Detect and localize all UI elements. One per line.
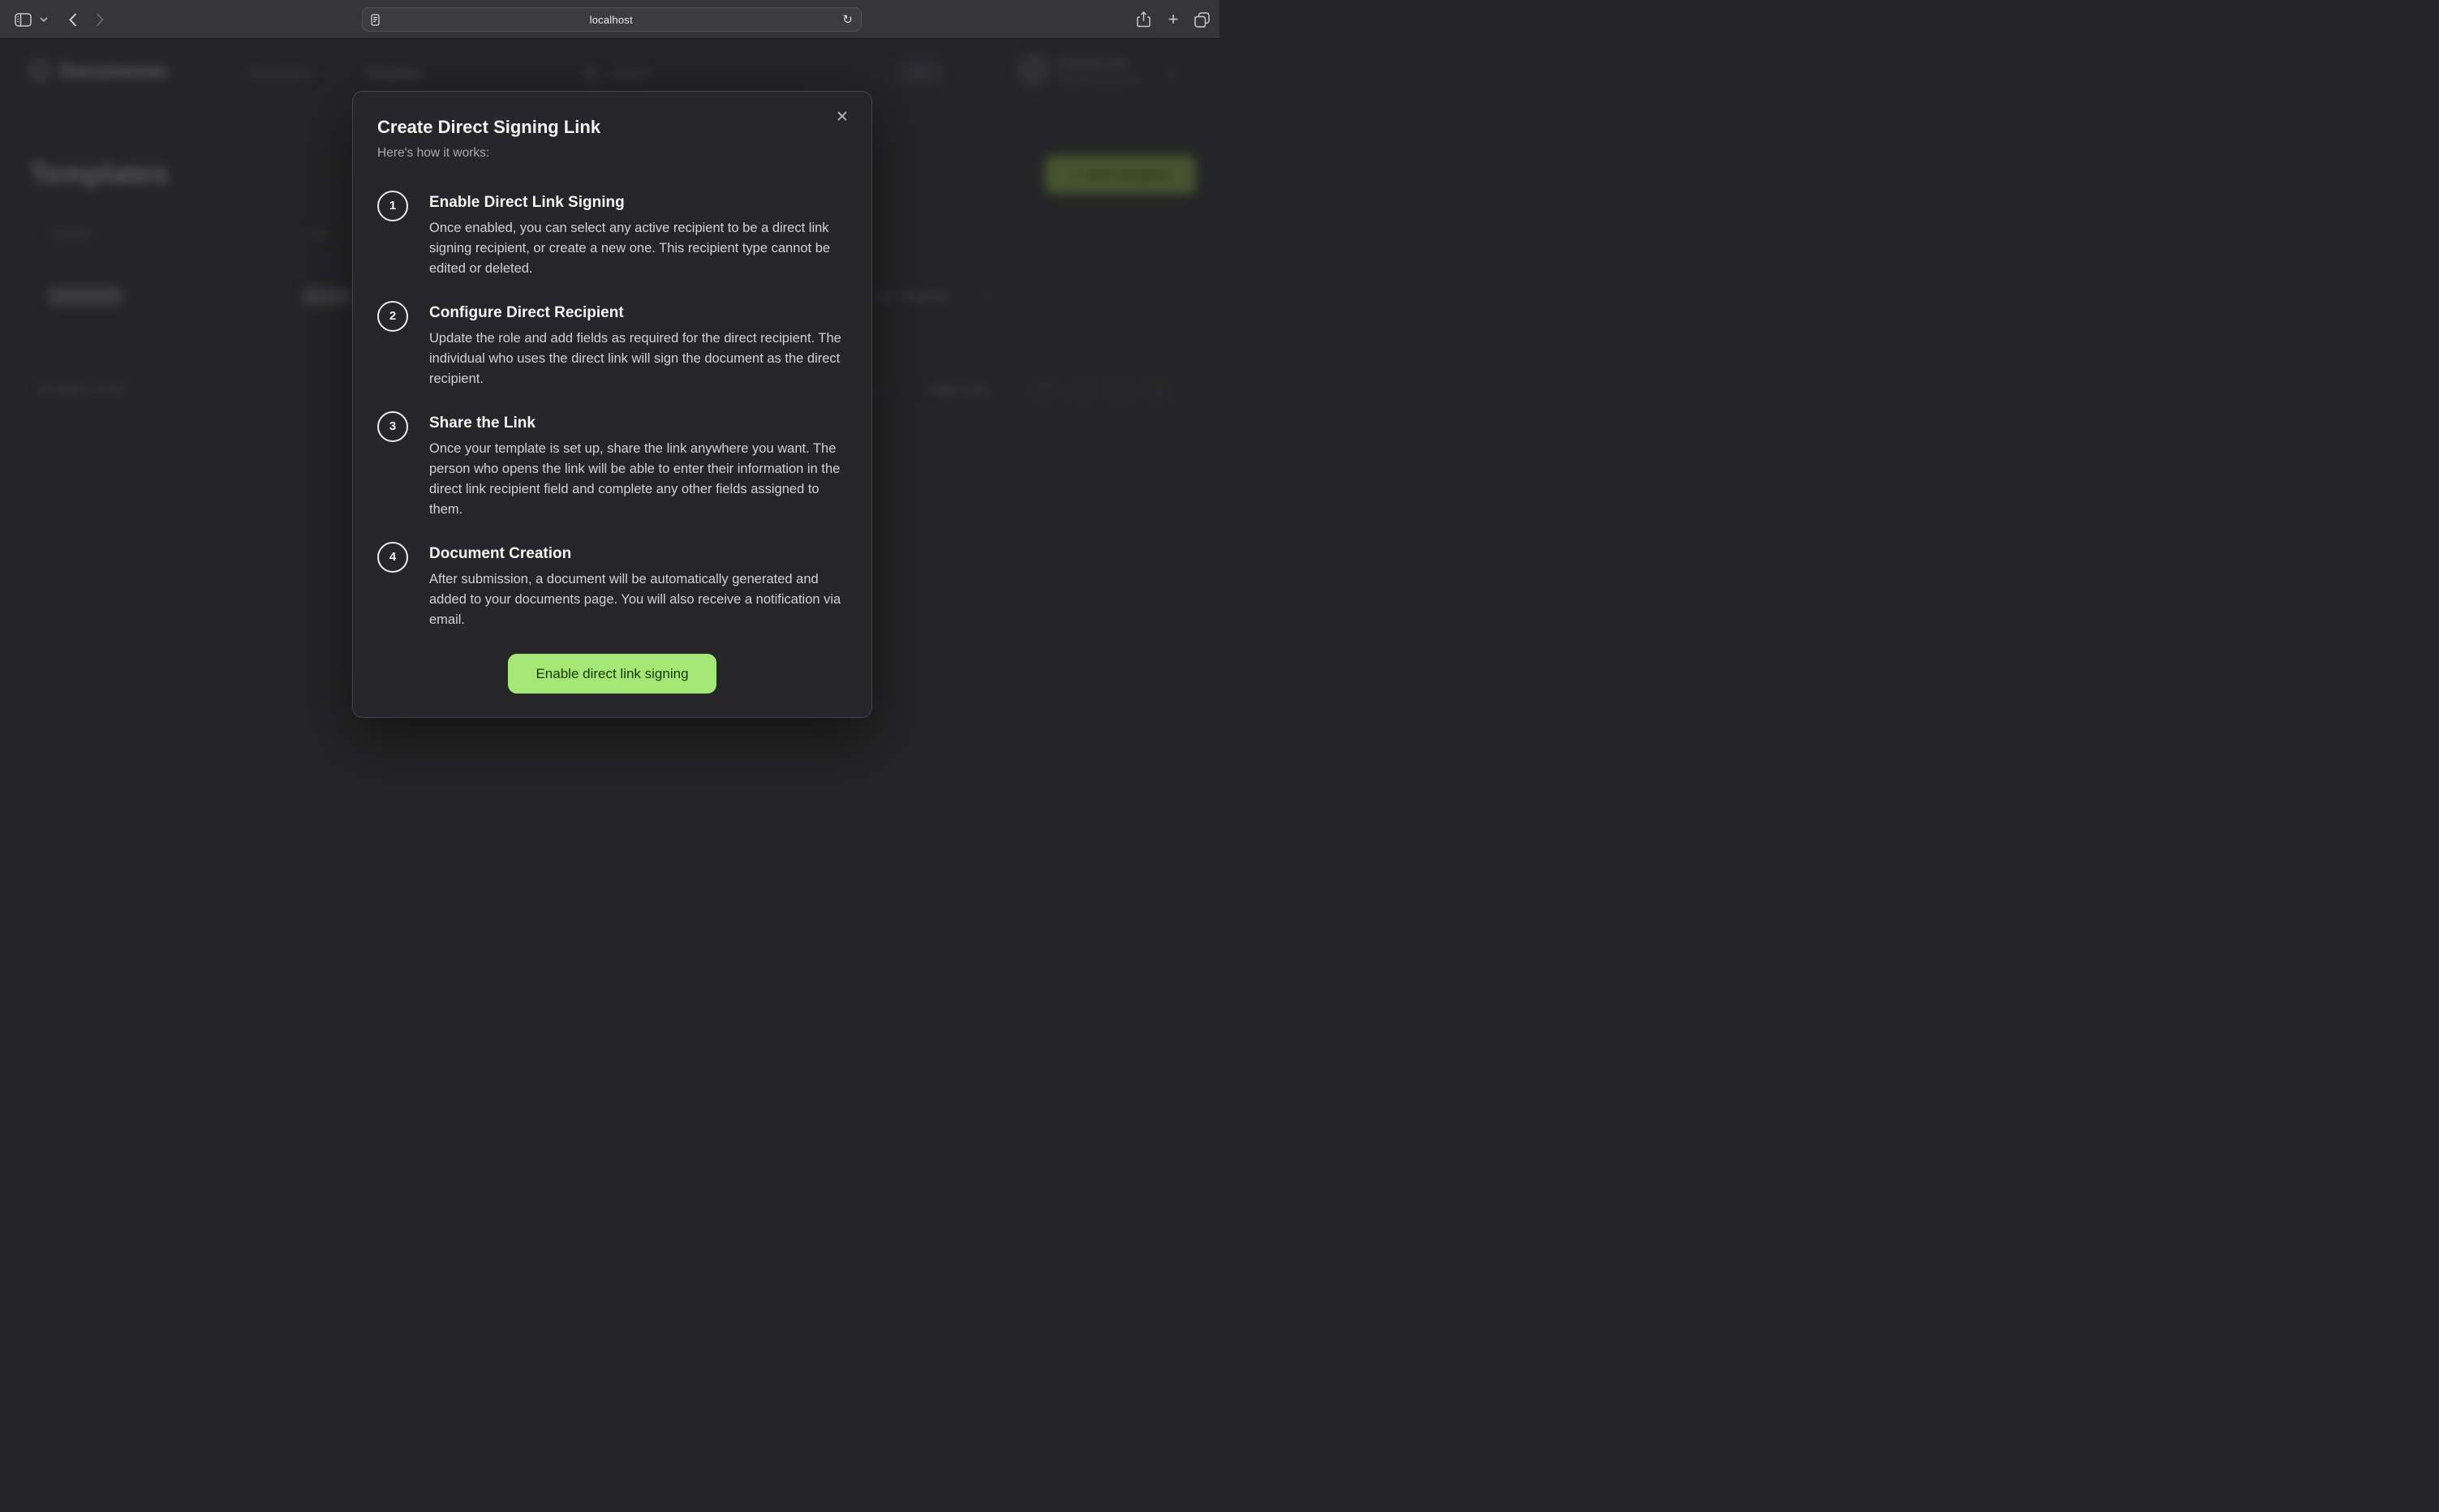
- previous-page-button[interactable]: ‹: [1071, 379, 1093, 401]
- reload-icon[interactable]: ↻: [842, 13, 853, 27]
- step-2-description: Update the role and add fields as required for the direct recipient. The individual who uses the direct link will sign the document as the direct recipient.: [429, 331, 841, 386]
- back-button[interactable]: [65, 0, 81, 39]
- step-4: [377, 542, 847, 630]
- next-page-button[interactable]: ›: [1108, 379, 1130, 401]
- close-icon[interactable]: ✕: [832, 108, 852, 127]
- keyboard-shortcut-pill: ⌘K: [897, 62, 943, 84]
- use-template-button[interactable]: Use Template: [875, 290, 948, 303]
- page-title: Templates: [30, 158, 169, 190]
- table-row-title-cell: [303, 288, 352, 305]
- new-tab-icon[interactable]: +: [1168, 9, 1179, 29]
- step-3-title: Share the Link: [429, 415, 536, 432]
- documenso-logo: [30, 61, 49, 80]
- rows-per-page-chevron-icon[interactable]: [878, 384, 888, 398]
- first-page-button[interactable]: «: [1034, 379, 1056, 401]
- step-2: [377, 301, 847, 389]
- step-4-number-badge: 4: [377, 542, 408, 573]
- step-1-number-badge: 1: [377, 191, 408, 221]
- row-menu-icon[interactable]: ···: [980, 287, 998, 301]
- brand-name: Documenso: [60, 60, 167, 81]
- step-2-number-badge: 2: [377, 301, 408, 332]
- step-3: [377, 411, 847, 520]
- column-header-created[interactable]: Created: [48, 228, 90, 241]
- page-indicator: Page 1 of 1: [928, 384, 989, 397]
- tab-overview-icon[interactable]: [1191, 0, 1212, 39]
- new-template-button[interactable]: + New Template: [1045, 156, 1196, 194]
- column-header-title[interactable]: Title: [308, 229, 330, 242]
- steps-list: [377, 191, 847, 630]
- step-3-number-badge: 3: [377, 411, 408, 442]
- last-page-button[interactable]: »: [1146, 379, 1168, 401]
- sidebar-toggle-icon[interactable]: [12, 0, 33, 39]
- user-menu-chevron-icon[interactable]: [1167, 66, 1176, 80]
- reader-icon[interactable]: [371, 14, 380, 26]
- share-icon[interactable]: [1133, 0, 1154, 39]
- dialog-title: Create Direct Signing Link: [377, 117, 601, 137]
- sidebar-menu-chevron-icon[interactable]: [38, 0, 49, 39]
- user-account: Personal Account: [1057, 72, 1140, 84]
- step-4-description: After submission, a document will be automatically generated and added to your documents page. You will also receive a notification via email.: [429, 572, 841, 627]
- dialog-subtitle: Here's how it works:: [377, 146, 490, 160]
- browser-toolbar: [0, 0, 1220, 39]
- step-4-title: Document Creation: [429, 545, 572, 562]
- step-1-description: Once enabled, you can select any active recipient to be a direct link signing recipient, or create a new one. This recipient type cannot be edited or deleted.: [429, 221, 831, 276]
- search-icon[interactable]: [583, 67, 597, 84]
- enable-direct-link-signing-button[interactable]: Enable direct link signing: [508, 654, 716, 694]
- results-summary: Showing 1 result: [37, 383, 125, 396]
- create-direct-signing-link-dialog: [352, 91, 872, 718]
- url-text[interactable]: localhost: [589, 13, 633, 26]
- step-3-description: Once your template is set up, share the link anywhere you want. The person who opens the link will be able to enter their information in the direct link recipient field and complete any other fields assigned to them.: [429, 441, 841, 517]
- user-name: Example User: [1057, 56, 1129, 69]
- avatar[interactable]: [1018, 54, 1049, 85]
- plus-icon: +: [1072, 166, 1082, 183]
- step-1: [377, 191, 847, 279]
- table-row-created-cell: [48, 287, 123, 305]
- forward-button[interactable]: [92, 0, 108, 39]
- step-1-title: Enable Direct Link Signing: [429, 194, 625, 211]
- step-2-title: Configure Direct Recipient: [429, 304, 624, 321]
- search-label[interactable]: Search: [611, 67, 650, 81]
- address-bar[interactable]: [362, 7, 862, 32]
- nav-item-documents[interactable]: Documents: [249, 67, 313, 81]
- nav-item-templates[interactable]: Templates: [364, 67, 422, 81]
